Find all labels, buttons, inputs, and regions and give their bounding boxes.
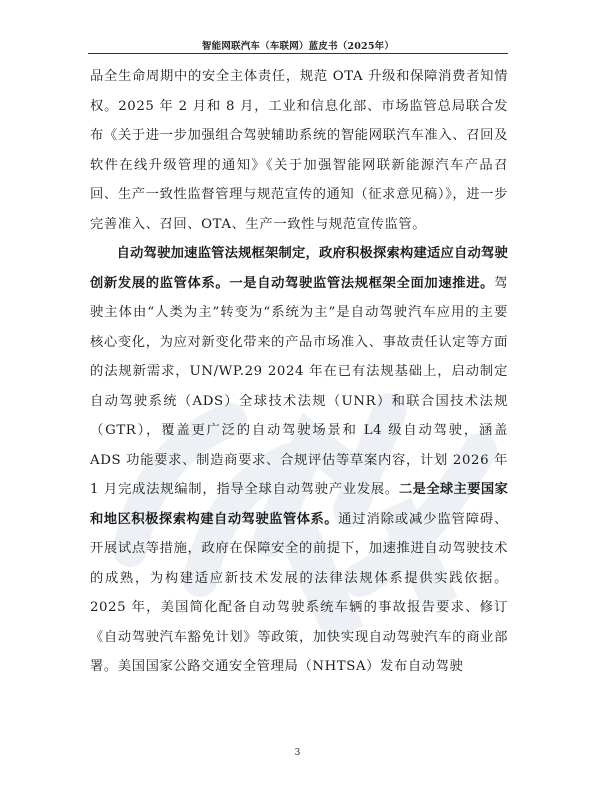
page-number: 3 [294, 748, 301, 758]
paragraph [90, 239, 508, 682]
running-header: 智能网联汽车（车联网）蓝皮书（2025年） [201, 41, 395, 52]
bold-lead-sentence: 自动驾驶加速监管法规框架制定，政府积极探索构建适应自动驾驶创新发展的监管体系。一是自动驾驶监管法规框架全面加速推进。 [90, 246, 509, 291]
paragraph-text: 通过消除或减少监管障碍、开展试点等措施，政府在保障安全的前提下，加速推进自动驾驶技术的成熟，为构建适应新技术发展的法律法规体系提供实践依据。2025 年，美国简化配备自动驾驶系统车辆的事故报告要求、修订《自动驾驶汽车豁免计划》等政策，加快实现自动驾驶汽车的商业部署。美国国家公路交通安全管理局（NHTSA）发布自动驾驶 [90, 511, 508, 674]
body-text [90, 62, 508, 682]
bold-point-heading: 二是全球主要国家和地区积极探索构建自动驾驶监管体系。 [90, 482, 508, 527]
paragraph: 品全生命周期中的安全主体责任，规范 OTA 升级和保障消费者知情权。2025 年 2 月和 8 月，工业和信息化部、市场监管总局联合发布《关于进一步加强组合驾驶辅助系统的智能网联汽车准入、召回及软件在线升级管理的通知》《关于加强智能网联新能源汽车产品召回、生产一致性监督管理与规范宣传的通知（征求意见稿）》，进一步完善准入、召回、OTA、生产一致性与规范宣传监管。 [90, 69, 508, 232]
paragraph-text: 驾驶主体由“人类为主”转变为“系统为主”是自动驾驶汽车应用的主要核心变化，为应对新变化带来的产品市场准入、事故责任认定等方面的法规新需求，UN/WP.29 2024 年在已有法规基础上，启动制定自动驾驶系统（ADS）全球技术法规（UNR）和联合国技术法规（GTR），覆盖更广泛的自动驾驶场景和 L4 级自动驾驶，涵盖 ADS 功能要求、制造商要求、合规评估等草案内容，计划 2026 年 1 月完成法规编制，指导全球自动驾驶产业发展。 [90, 275, 508, 497]
header-divider [88, 53, 508, 54]
